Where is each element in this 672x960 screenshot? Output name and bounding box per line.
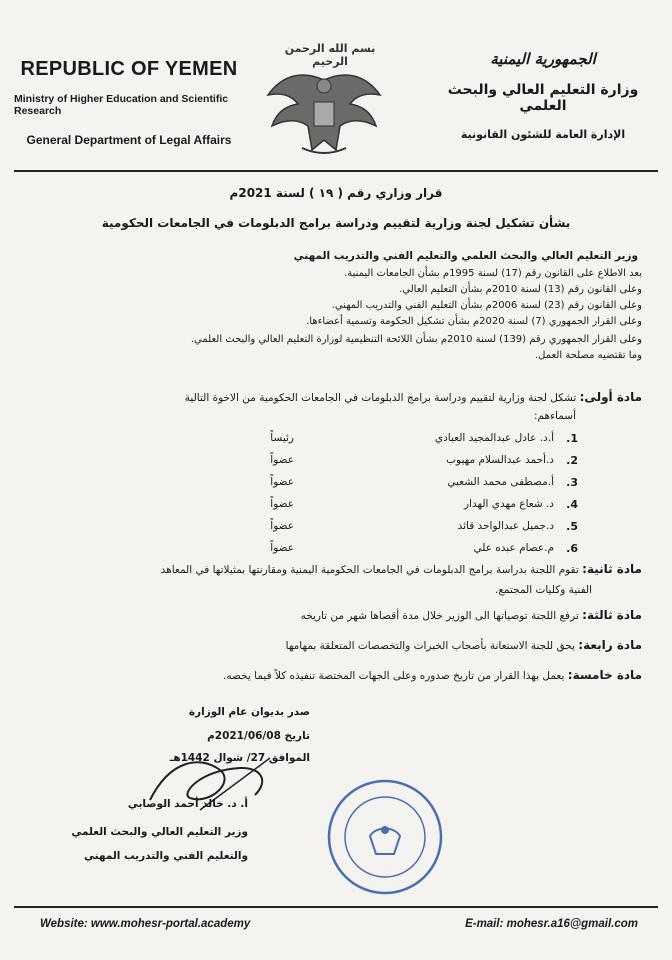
minister-title-1: وزير التعليم العالي والبحث العلمي (71, 826, 248, 838)
hijri-value: 27/ شوال 1442هـ (169, 752, 266, 764)
issued-at: صدر بديوان عام الوزارة (188, 706, 310, 718)
member-number: .6 (566, 542, 578, 555)
footer-divider (14, 906, 658, 908)
department-name-en: General Department of Legal Affairs (26, 133, 232, 147)
footer-website (40, 918, 250, 930)
header-divider (14, 170, 658, 172)
date-value: 2021/06/08م (207, 730, 281, 742)
member-name: أ.مصطفى محمد الشعبي (447, 476, 554, 488)
article-2-label: مادة ثانية: (582, 562, 642, 576)
member-name: م.عصام عبده علي (473, 542, 554, 554)
hijri-label: الموافق (268, 752, 310, 764)
ministry-name-ar: وزارة التعليم العالي والبحث العلمي (447, 82, 639, 114)
member-number: .5 (566, 520, 578, 533)
date-label: تاريخ (284, 730, 310, 742)
preamble-item: وعلى القرار الجمهوري (7) لسنة 2020م بشأن تشكيل الحكومة وتسمية أعضاءها. (306, 316, 642, 327)
member-number: .4 (566, 498, 578, 511)
article-4 (286, 638, 642, 652)
yemen-eagle-emblem-icon (262, 40, 386, 160)
member-number: .3 (566, 476, 578, 489)
member-role: عضواً (270, 520, 294, 532)
member-number: .1 (566, 432, 578, 445)
department-name-ar: الإدارة العامة للشئون القانونية (460, 128, 626, 141)
decree-number: قرار وزاري رقم ( ١٩ ) لسنة 2021م (229, 186, 443, 200)
ministry-name-en: Ministry of Higher Education and Scientific Research (14, 93, 229, 117)
member-name: د.جميل عبدالواحد قائد (457, 520, 554, 532)
minister-name: أ. د. خالد أحمد الوصابي (127, 798, 248, 810)
article-1-text: تشكل لجنة وزارية لتقييم ودراسة برامج الدبلومات في الجامعات الحكومية من الاخوة التالية (184, 392, 577, 404)
preamble-item: وعلى القانون رقم (23) لسنة 2006م بشأن التعليم الفني والتدريب المهني. (331, 300, 642, 311)
article-3-label: مادة ثالثة: (582, 608, 642, 622)
member-role: عضواً (270, 498, 294, 510)
member-role: عضواً (270, 542, 294, 554)
member-name: أ.د. عادل عبدالمجيد العبادي (434, 432, 554, 444)
article-2-text: تقوم اللجنة بدراسة برامج الدبلومات في الجامعات الحكومية اليمنية ومقارنتها بمثيلاتها في المعاهد (160, 564, 579, 576)
website-link[interactable]: www.mohesr-portal.academy (90, 918, 251, 930)
preamble-item: وعلى القانون رقم (13) لسنة 2010م بشأن التعليم العالي. (399, 284, 642, 295)
article-4-label: مادة رابعة: (578, 638, 642, 652)
basmala: بسم الله الرحمن الرحيم (284, 42, 376, 68)
member-role: عضواً (270, 454, 294, 466)
members-intro: أسماءهم: (534, 410, 576, 422)
preamble-item: وعلى القرار الجمهوري رقم (139) لسنة 2010م بشأن اللائحة التنظيمية لوزارة التعليم العالي والبحث العلمي. (190, 334, 642, 345)
article-3 (301, 608, 642, 622)
member-role: رئيساً (270, 432, 294, 444)
member-name: د. شعاع مهدي الهدار (463, 498, 554, 510)
website-label: Website: (40, 918, 88, 930)
member-name: د.أحمد عبدالسلام مهيوب (446, 454, 554, 466)
article-1 (185, 390, 642, 404)
preamble-item: بعد الاطلاع على القانون رقم (17) لسنة 1995م بشأن الجامعات اليمنية. (344, 268, 642, 279)
country-name-en: REPUBLIC OF YEMEN (20, 58, 238, 80)
arabic-letterhead (428, 50, 658, 141)
issue-date (207, 730, 310, 742)
article-2 (161, 562, 642, 576)
preamble-item: وما تقتضيه مصلحة العمل. (534, 350, 642, 361)
minister-title-2: والتعليم الفني والتدريب المهني (83, 850, 248, 862)
email-link[interactable]: mohesr.a16@gmail.com (506, 918, 638, 930)
article-4-text: يحق للجنة الاستعانة بأصحاب الخبرات والتخصصات المتعلقة بمهامها (285, 640, 575, 652)
article-2-text-cont: الفنية وكليات المجتمع. (495, 584, 592, 596)
english-letterhead (14, 58, 244, 147)
member-role: عضواً (270, 476, 294, 488)
member-number: .2 (566, 454, 578, 467)
article-5 (223, 668, 642, 682)
country-name-ar: الجمهورية اليمنية (490, 50, 596, 68)
email-label: E-mail: (465, 918, 504, 930)
article-5-label: مادة خامسة: (567, 668, 642, 682)
issuer-line: وزير التعليم العالي والبحث العلمي والتعليم الفني والتدريب المهني (293, 250, 638, 262)
article-3-text: ترفع اللجنة توصياتها الى الوزير خلال مدة أقصاها شهر من تاريخه (300, 610, 579, 622)
decree-subject: بشأن تشكيل لجنة وزارية لتقييم ودراسة برامج الدبلومات في الجامعات الحكومية (101, 216, 571, 230)
footer-email (465, 918, 638, 930)
official-stamp (326, 778, 444, 896)
article-5-text: يعمل بهذا القرار من تاريخ صدوره وعلى الجهات المختصة تنفيذه كلاً فيما يخصه. (223, 670, 565, 682)
article-1-label: مادة أولى: (579, 390, 642, 404)
